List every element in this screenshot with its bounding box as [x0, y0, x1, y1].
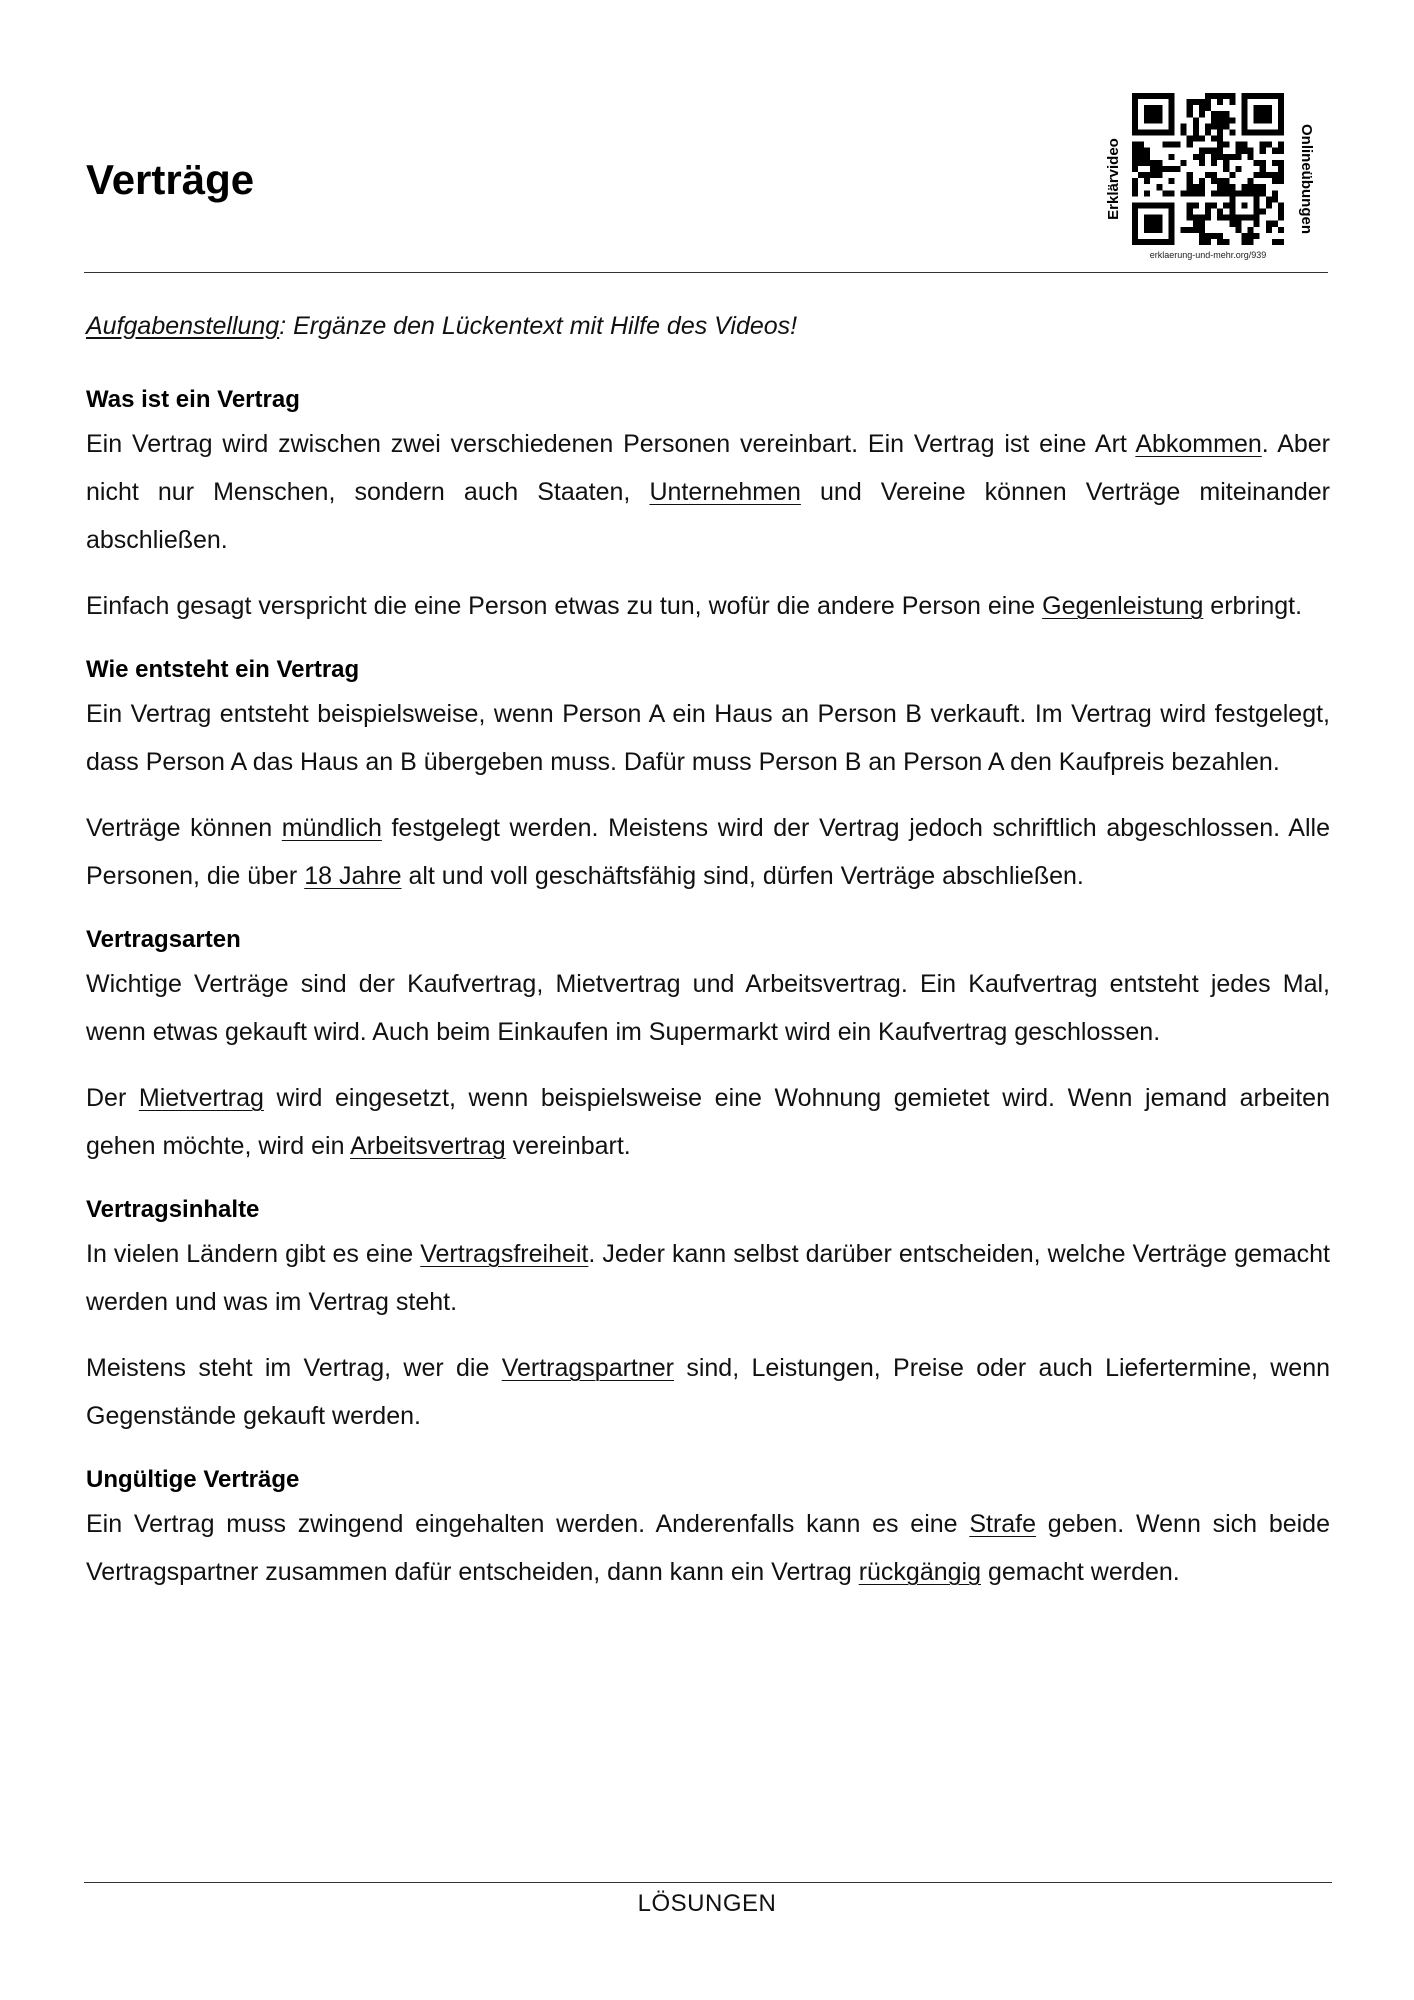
paragraph-text: wird eingesetzt, wenn beispielsweise eine Wohnung gemietet wird. Wenn jemand arbeiten gehen möchte, wird ein: [86, 1084, 1330, 1160]
answer-blank: Abkommen: [1135, 430, 1262, 458]
page-title: Verträge: [86, 156, 255, 203]
answer-blank: Arbeitsvertrag: [350, 1132, 506, 1160]
footer-divider: [84, 1882, 1332, 1883]
answer-blank: rückgängig: [858, 1558, 982, 1586]
paragraph-text: Ein Vertrag wird zwischen zwei verschiedenen Personen vereinbart. Ein Vertrag ist eine Art: [86, 430, 1136, 458]
section-heading: Vertragsarten: [86, 926, 241, 953]
section-ungueltige-vertraege: [86, 1460, 1330, 1596]
section-spacer: [86, 900, 1330, 920]
paragraph: [86, 804, 1330, 900]
paragraph-spacer: [86, 1326, 1330, 1344]
section-heading: Ungültige Verträge: [86, 1466, 300, 1493]
section-vertragsarten: [86, 920, 1330, 1170]
paragraph-spacer: [86, 564, 1330, 582]
answer-blank: Vertragspartner: [501, 1354, 675, 1382]
section-heading: Wie entsteht ein Vertrag: [86, 656, 360, 683]
section-vertragsinhalte: [86, 1190, 1330, 1440]
paragraph-text: alt und voll geschäftsfähig sind, dürfen Verträge abschließen.: [401, 862, 1084, 890]
task-instruction: [86, 308, 797, 344]
section-heading: Was ist ein Vertrag: [86, 386, 300, 413]
paragraph: [86, 1500, 1330, 1596]
paragraph-text: geben. Wenn sich beide Vertragspartner zusammen dafür entscheiden, dann kann ein Vertrag: [86, 1510, 1330, 1586]
section-spacer: [86, 630, 1330, 650]
footer-label: LÖSUNGEN: [637, 1890, 777, 1917]
paragraph: [86, 1230, 1330, 1326]
paragraph-text: sind, Leistungen, Preise oder auch Liefertermine, wenn Gegenstände gekauft werden.: [86, 1354, 1331, 1430]
paragraph-spacer: [86, 1056, 1330, 1074]
paragraph-text: erbringt.: [1203, 592, 1303, 620]
paragraph-text: Verträge können: [86, 814, 282, 842]
paragraph-text: Der: [86, 1084, 139, 1112]
qr-block[interactable]: [1082, 90, 1322, 270]
worksheet-content: [86, 380, 1330, 1596]
paragraph-text: Ein Vertrag entsteht beispielsweise, wenn Person A ein Haus an Person B verkauft. Im Vertrag wird festgelegt, dass Person A das Haus an B übergeben muss. Dafür muss Person B an Person A den Kaufpreis bezahlen.: [86, 700, 1330, 776]
header-divider: [84, 272, 1328, 273]
paragraph-text: festgelegt werden. Meistens wird der Vertrag jedoch schriftlich abgeschlossen. Alle Personen, die über: [86, 814, 1330, 890]
paragraph: [86, 690, 1330, 786]
paragraph: [86, 1344, 1330, 1440]
paragraph-text: und Vereine können Verträge miteinander abschließen.: [86, 478, 1331, 554]
task-text: Ergänze den Lückentext mit Hilfe des Videos!: [286, 312, 798, 340]
answer-blank: Gegenleistung: [1042, 592, 1204, 620]
paragraph-text: . Jeder kann selbst darüber entscheiden, welche Verträge gemacht werden und was im Vertrag steht.: [86, 1240, 1330, 1316]
paragraph-text: Ein Vertrag muss zwingend eingehalten werden. Anderenfalls kann es eine: [86, 1510, 970, 1538]
section-spacer: [86, 1170, 1330, 1190]
paragraph: [86, 582, 1330, 630]
section-wie-entsteht-ein-vertrag: [86, 650, 1330, 900]
answer-blank: Vertragsfreiheit: [420, 1240, 589, 1268]
answer-blank: Mietvertrag: [138, 1084, 264, 1112]
qr-right-label: Onlineübungen: [1298, 124, 1315, 234]
paragraph-text: Einfach gesagt verspricht die eine Person etwas zu tun, wofür die andere Person eine: [86, 592, 1043, 620]
qr-url: erklaerung-und-mehr.org/939: [1149, 250, 1267, 260]
section-was-ist-ein-vertrag: [86, 380, 1330, 630]
paragraph: [86, 420, 1330, 564]
paragraph-text: Wichtige Verträge sind der Kaufvertrag, Mietvertrag und Arbeitsvertrag. Ein Kaufvertrag entsteht jedes Mal, wenn etwas gekauft wird. Auch beim Einkaufen im Supermarkt wird ein Kaufvertrag geschlossen.: [86, 970, 1330, 1046]
task-label: Aufgabenstellung: [86, 312, 280, 340]
paragraph-text: . Aber nicht nur Menschen, sondern auch Staaten,: [86, 430, 1330, 506]
paragraph-text: gemacht werden.: [981, 1558, 1180, 1586]
answer-blank: Unternehmen: [649, 478, 801, 506]
qr-left-label: Erklärvideo: [1105, 138, 1122, 220]
paragraph-text: Meistens steht im Vertrag, wer die: [86, 1354, 502, 1382]
section-spacer: [86, 1440, 1330, 1460]
answer-blank: Strafe: [969, 1510, 1037, 1538]
paragraph: [86, 960, 1330, 1056]
paragraph-text: vereinbart.: [505, 1132, 631, 1160]
paragraph-spacer: [86, 786, 1330, 804]
qr-code-icon[interactable]: [1132, 93, 1284, 245]
task-separator: :: [279, 312, 287, 340]
section-heading: Vertragsinhalte: [86, 1196, 260, 1223]
answer-blank: 18 Jahre: [304, 862, 402, 890]
paragraph: [86, 1074, 1330, 1170]
paragraph-text: In vielen Ländern gibt es eine: [86, 1240, 421, 1268]
answer-blank: mündlich: [281, 814, 382, 842]
